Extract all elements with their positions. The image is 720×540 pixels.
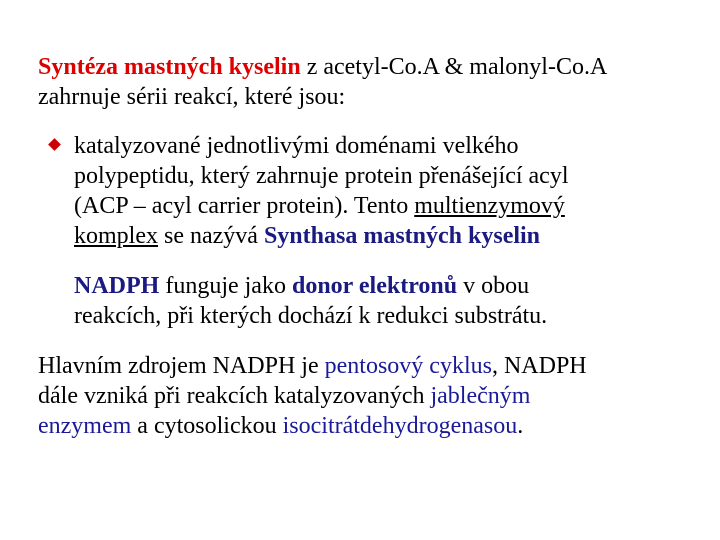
nadph-text-3: reakcích, při kterých dochází k redukci substrátu. (74, 303, 548, 329)
nadph-text-2: v obou (457, 273, 530, 299)
source-text-4: a cytosolickou (131, 413, 283, 439)
bullet-underlined-2: komplex (74, 223, 158, 249)
nadph-paragraph (74, 271, 694, 331)
nadph-term-1: NADPH (74, 273, 160, 299)
source-text-3: dále vzniká při reakcích katalyzovaných (38, 383, 431, 409)
source-term-2: jablečným (430, 383, 531, 409)
source-term-1: pentosový cyklus (324, 353, 492, 379)
bullet-text-2: polypeptidu, který zahrnuje protein přenášející acyl (74, 163, 569, 189)
diamond-bullet-icon (48, 138, 61, 151)
bullet-text-1: katalyzované jednotlivými doménami velkého (74, 133, 519, 159)
source-paragraph (38, 351, 698, 441)
bullet-term: Synthasa mastných kyselin (263, 223, 541, 249)
bullet-text-4: se nazývá (158, 223, 264, 249)
intro-paragraph (38, 52, 708, 112)
intro-term: Syntéza mastných kyselin (38, 54, 301, 80)
nadph-text-1: funguje jako (159, 273, 292, 299)
intro-text-1: z acetyl-Co.A & malonyl-Co.A (300, 54, 608, 80)
source-text-1: Hlavním zdrojem NADPH je (38, 353, 325, 379)
source-text-2: , NADPH (491, 353, 587, 379)
source-term-3: enzymem (38, 413, 132, 439)
source-term-4: isocitrátdehydrogenasou (282, 413, 518, 439)
source-text-5: . (517, 413, 524, 439)
bullet-paragraph (74, 131, 694, 251)
bullet-underlined-1: multienzymový (414, 193, 565, 219)
intro-text-2: zahrnuje sérii reakcí, které jsou: (38, 84, 346, 110)
nadph-term-2: donor elektronů (291, 273, 458, 299)
bullet-text-3: (ACP – acyl carrier protein). Tento (74, 193, 415, 219)
